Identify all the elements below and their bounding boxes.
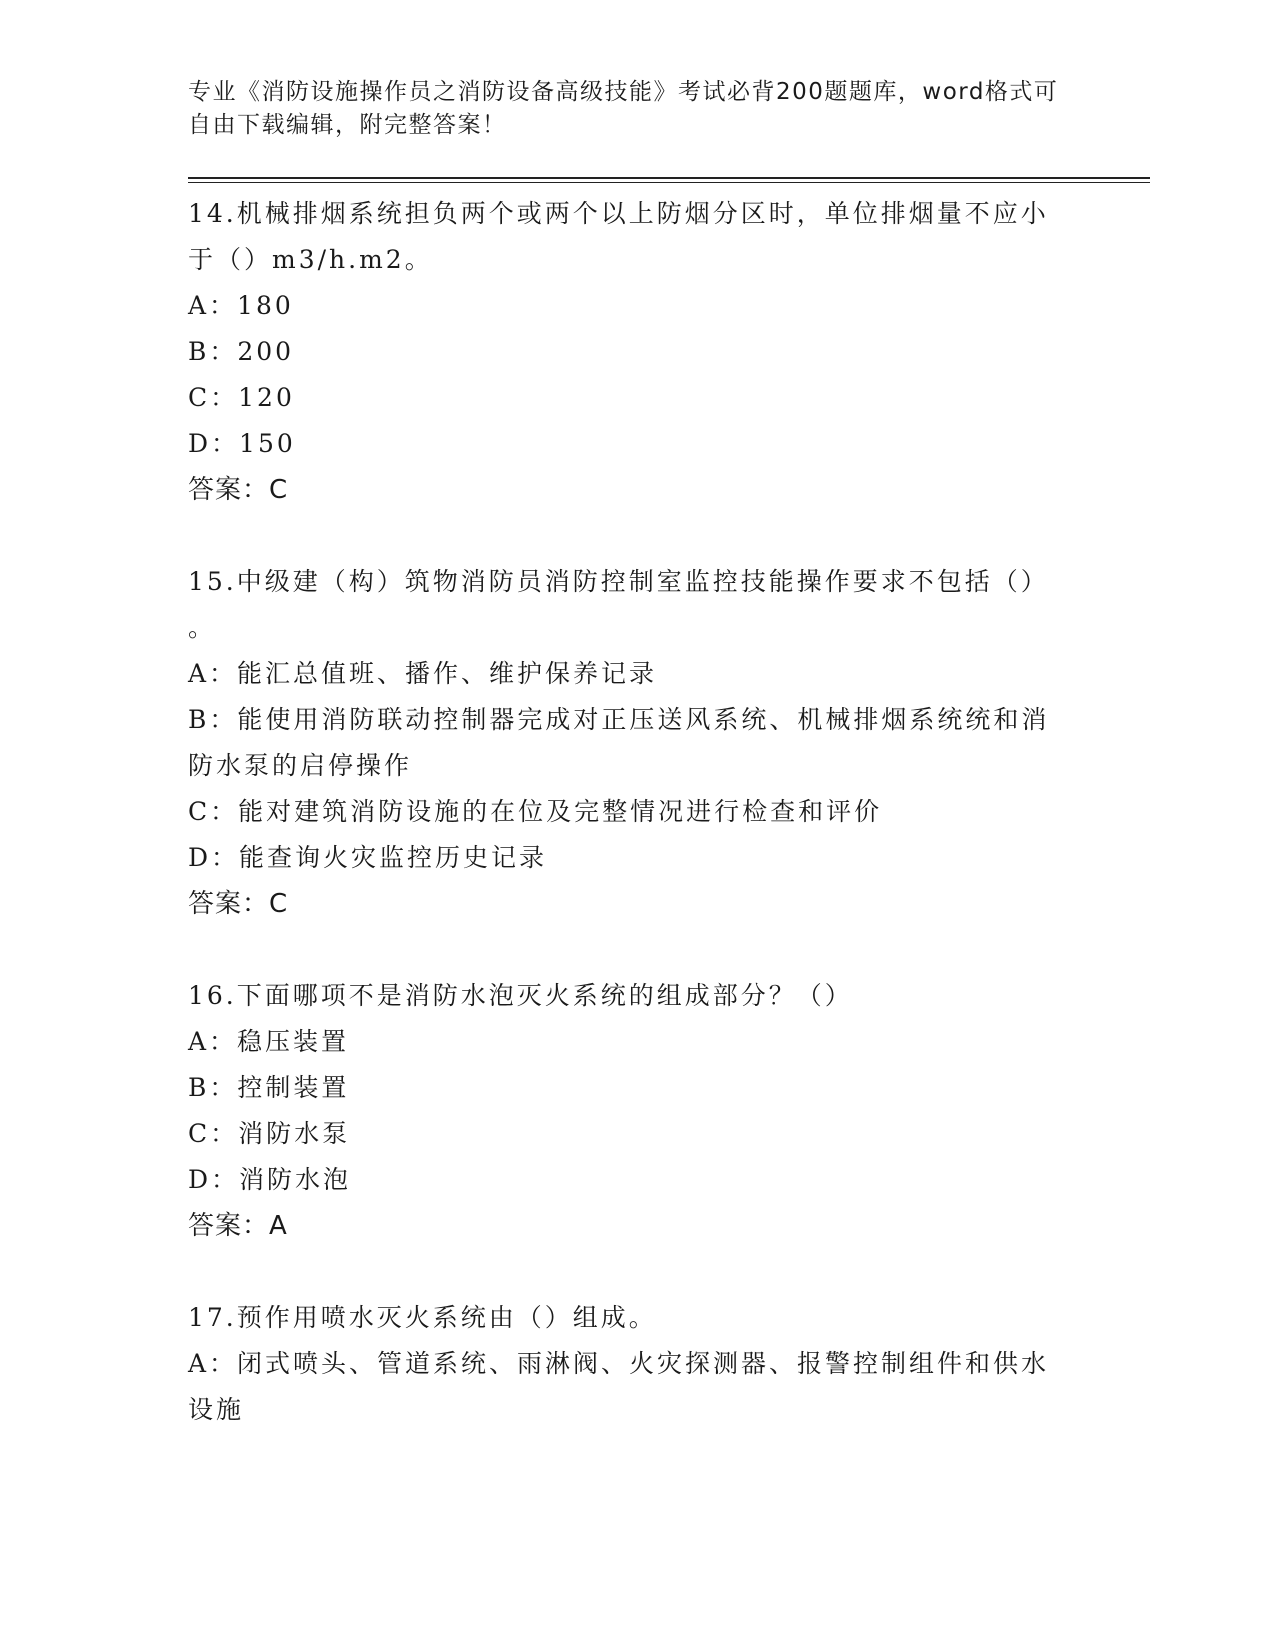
header-divider-thin xyxy=(188,182,1150,183)
question-block xyxy=(188,559,1088,927)
question-answer: 答案：C xyxy=(188,475,289,505)
question-option: D：150 xyxy=(188,429,296,458)
question-block xyxy=(188,1295,1088,1433)
question-option: C：消防水泵 xyxy=(188,1119,351,1148)
header-divider-thick xyxy=(188,177,1150,179)
question-option: A：稳压装置 xyxy=(188,1027,350,1056)
question-answer: 答案：C xyxy=(188,889,289,919)
question-option: B：控制装置 xyxy=(188,1073,350,1102)
header-line-2: 自由下载编辑，附完整答案！ xyxy=(188,112,507,138)
question-option: 防水泵的启停操作 xyxy=(188,751,413,780)
question-option: B：200 xyxy=(188,337,295,366)
question-answer: 答案：A xyxy=(188,1211,288,1241)
header-line-1: 专业《消防设施操作员之消防设备高级技能》考试必背200题题库，word格式可 xyxy=(188,79,1059,105)
document-header xyxy=(188,76,1088,142)
question-option: 设施 xyxy=(188,1395,245,1424)
question-stem: 。 xyxy=(188,613,217,642)
question-option: D：能查询火灾监控历史记录 xyxy=(188,843,548,872)
question-stem: 14.机械排烟系统担负两个或两个以上防烟分区时，单位排烟量不应小 xyxy=(188,199,1049,228)
question-stem: 17.预作用喷水灭火系统由（）组成。 xyxy=(188,1303,657,1332)
question-stem: 16.下面哪项不是消防水泡灭火系统的组成部分？（） xyxy=(188,981,853,1010)
question-option: A：能汇总值班、播作、维护保养记录 xyxy=(188,659,658,688)
question-block xyxy=(188,973,1088,1249)
question-option: A：闭式喷头、管道系统、雨淋阀、火灾探测器、报警控制组件和供水 xyxy=(188,1349,1050,1378)
question-option: B：能使用消防联动控制器完成对正压送风系统、机械排烟系统统和消 xyxy=(188,705,1050,734)
question-option: D：消防水泡 xyxy=(188,1165,352,1194)
question-option: C：120 xyxy=(188,383,295,412)
question-list xyxy=(188,191,1088,1479)
question-option: C：能对建筑消防设施的在位及完整情况进行检查和评价 xyxy=(188,797,883,826)
question-option: A：180 xyxy=(188,291,294,320)
question-stem: 于（）m3/h.m2。 xyxy=(188,245,433,274)
question-stem: 15.中级建（构）筑物消防员消防控制室监控技能操作要求不包括（） xyxy=(188,567,1049,596)
question-block xyxy=(188,191,1088,513)
